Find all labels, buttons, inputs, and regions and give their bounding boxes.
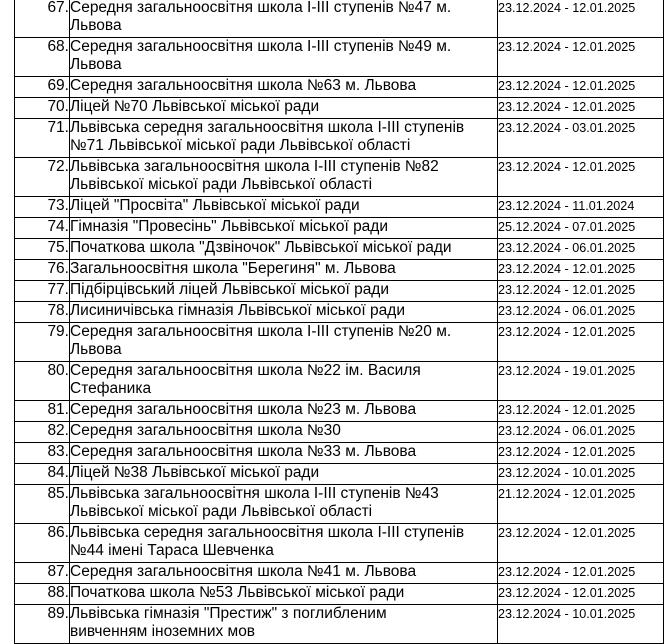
school-name-line: Стефаника: [70, 380, 152, 397]
table-row: [15, 584, 664, 605]
vacation-period: 23.12.2024 - 12.01.2025: [498, 158, 664, 197]
vacation-period: 23.12.2024 - 10.01.2025: [498, 464, 664, 485]
row-number: 72.: [15, 158, 70, 197]
table-row: [15, 563, 664, 584]
school-name-cell: [70, 281, 498, 302]
row-number: 82.: [15, 422, 70, 443]
table-row: [15, 38, 664, 77]
school-name-line: Ліцей №70 Львівської міської ради: [70, 98, 320, 115]
school-name-cell: [70, 323, 498, 362]
vacation-period: 23.12.2024 - 12.01.2025: [498, 323, 664, 362]
table-row: [15, 605, 664, 644]
row-number: 79.: [15, 323, 70, 362]
vacation-period: 23.12.2024 - 06.01.2025: [498, 302, 664, 323]
school-name-line: Загальноосвітня школа "Берегиня" м. Львова: [70, 260, 396, 277]
school-name-cell: [70, 464, 498, 485]
school-name-line: №44 імені Тараса Шевченка: [70, 542, 274, 559]
table-row: [15, 443, 664, 464]
vacation-period: 23.12.2024 - 12.01.2025: [498, 281, 664, 302]
school-name-line: Львівська загальноосвітня школа І-ІІІ ступенів №43: [70, 485, 439, 502]
school-name-line: Середня загальноосвітня школа №22 ім. Василя: [70, 362, 421, 379]
school-name-cell: [70, 524, 498, 563]
row-number: 89.: [15, 605, 70, 644]
school-name-cell: [70, 401, 498, 422]
vacation-period: 23.12.2024 - 06.01.2025: [498, 422, 664, 443]
row-number: 88.: [15, 584, 70, 605]
school-name-line: Середня загальноосвітня школа І-ІІІ ступенів №47 м.: [70, 0, 452, 16]
school-name-line: вивченням іноземних мов: [70, 623, 256, 640]
school-name-line: Львівської міської ради Львівської області: [70, 503, 373, 520]
vacation-period: 25.12.2024 - 07.01.2025: [498, 218, 664, 239]
vacation-period: 23.12.2024 - 12.01.2025: [498, 0, 664, 38]
school-name-line: Львівська гімназія "Престиж" з поглибленим: [70, 605, 387, 622]
row-number: 84.: [15, 464, 70, 485]
vacation-period: 23.12.2024 - 19.01.2025: [498, 362, 664, 401]
table-row: [15, 197, 664, 218]
table-row: [15, 98, 664, 119]
school-name-line: Ліцей №38 Львівської міської ради: [70, 464, 320, 481]
table-row: [15, 323, 664, 362]
table-row: [15, 281, 664, 302]
school-name-line: Початкова школа №53 Львівської міської ради: [70, 584, 405, 601]
school-name-line: Львова: [70, 341, 122, 358]
school-name-cell: [70, 605, 498, 644]
vacation-period: 23.12.2024 - 11.01.2024: [498, 197, 664, 218]
school-name-cell: [70, 119, 498, 158]
table-row: [15, 158, 664, 197]
table-row: [15, 362, 664, 401]
table-row: [15, 239, 664, 260]
table-row: [15, 464, 664, 485]
table-row: [15, 524, 664, 563]
school-name-cell: [70, 77, 498, 98]
school-name-line: Гімназія "Провесінь" Львівської міської ради: [70, 218, 389, 235]
school-name-line: Львівська середня загальноосвітня школа І-ІІІ ступенів: [70, 524, 465, 541]
school-name-line: Середня загальноосвітня школа І-ІІІ ступенів №20 м.: [70, 323, 452, 340]
row-number: 86.: [15, 524, 70, 563]
row-number: 70.: [15, 98, 70, 119]
school-name-cell: [70, 422, 498, 443]
school-name-line: №71 Львівської міської ради Львівської області: [70, 137, 411, 154]
school-name-cell: [70, 239, 498, 260]
table-row: [15, 422, 664, 443]
row-number: 75.: [15, 239, 70, 260]
school-name-cell: [70, 0, 498, 38]
school-name-cell: [70, 443, 498, 464]
table-row: [15, 260, 664, 281]
school-name-line: Середня загальноосвітня школа №30: [70, 422, 341, 439]
row-number: 80.: [15, 362, 70, 401]
school-name-line: Середня загальноосвітня школа №63 м. Львова: [70, 77, 417, 94]
school-name-line: Середня загальноосвітня школа №41 м. Львова: [70, 563, 417, 580]
row-number: 85.: [15, 485, 70, 524]
vacation-period: 23.12.2024 - 12.01.2025: [498, 563, 664, 584]
row-number: 81.: [15, 401, 70, 422]
school-name-line: Середня загальноосвітня школа №23 м. Львова: [70, 401, 417, 418]
row-number: 67.: [15, 0, 70, 38]
row-number: 73.: [15, 197, 70, 218]
row-number: 69.: [15, 77, 70, 98]
row-number: 87.: [15, 563, 70, 584]
school-name-cell: [70, 98, 498, 119]
table-body: [15, 0, 664, 644]
school-name-cell: [70, 38, 498, 77]
row-number: 68.: [15, 38, 70, 77]
school-name-cell: [70, 362, 498, 401]
school-name-line: Ліцей "Просвіта" Львівської міської ради: [70, 197, 360, 214]
vacation-period: 23.12.2024 - 06.01.2025: [498, 239, 664, 260]
vacation-period: 23.12.2024 - 12.01.2025: [498, 401, 664, 422]
school-name-line: Початкова школа "Дзвіночок" Львівської міської ради: [70, 239, 452, 256]
table-row: [15, 77, 664, 98]
vacation-period: 23.12.2024 - 12.01.2025: [498, 77, 664, 98]
school-name-line: Львівської міської ради Львівської області: [70, 176, 373, 193]
school-name-line: Лисиничівська гімназія Львівської міської ради: [70, 302, 405, 319]
table-row: [15, 218, 664, 239]
table-row: [15, 0, 664, 38]
school-name-line: Львова: [70, 17, 122, 34]
row-number: 74.: [15, 218, 70, 239]
row-number: 71.: [15, 119, 70, 158]
school-name-line: Львівська загальноосвітня школа І-ІІІ ступенів №82: [70, 158, 439, 175]
vacation-period: 23.12.2024 - 12.01.2025: [498, 443, 664, 464]
vacation-period: 21.12.2024 - 12.01.2025: [498, 485, 664, 524]
vacation-period: 23.12.2024 - 12.01.2025: [498, 524, 664, 563]
schools-table: [14, 0, 664, 644]
vacation-period: 23.12.2024 - 12.01.2025: [498, 98, 664, 119]
school-name-cell: [70, 563, 498, 584]
school-name-cell: [70, 218, 498, 239]
school-name-cell: [70, 260, 498, 281]
vacation-period: 23.12.2024 - 03.01.2025: [498, 119, 664, 158]
row-number: 83.: [15, 443, 70, 464]
table-row: [15, 485, 664, 524]
school-name-cell: [70, 197, 498, 218]
school-name-cell: [70, 302, 498, 323]
vacation-period: 23.12.2024 - 12.01.2025: [498, 584, 664, 605]
table-row: [15, 119, 664, 158]
vacation-period: 23.12.2024 - 12.01.2025: [498, 38, 664, 77]
school-name-cell: [70, 485, 498, 524]
school-name-cell: [70, 158, 498, 197]
table-row: [15, 401, 664, 422]
school-name-line: Середня загальноосвітня школа №33 м. Львова: [70, 443, 417, 460]
school-name-cell: [70, 584, 498, 605]
row-number: 78.: [15, 302, 70, 323]
vacation-period: 23.12.2024 - 10.01.2025: [498, 605, 664, 644]
row-number: 76.: [15, 260, 70, 281]
school-name-line: Львівська середня загальноосвітня школа І-ІІІ ступенів: [70, 119, 465, 136]
table-row: [15, 302, 664, 323]
vacation-period: 23.12.2024 - 12.01.2025: [498, 260, 664, 281]
school-name-line: Середня загальноосвітня школа І-ІІІ ступенів №49 м.: [70, 38, 452, 55]
school-name-line: Підбірцівський ліцей Львівської міської ради: [70, 281, 390, 298]
school-name-line: Львова: [70, 56, 122, 73]
row-number: 77.: [15, 281, 70, 302]
